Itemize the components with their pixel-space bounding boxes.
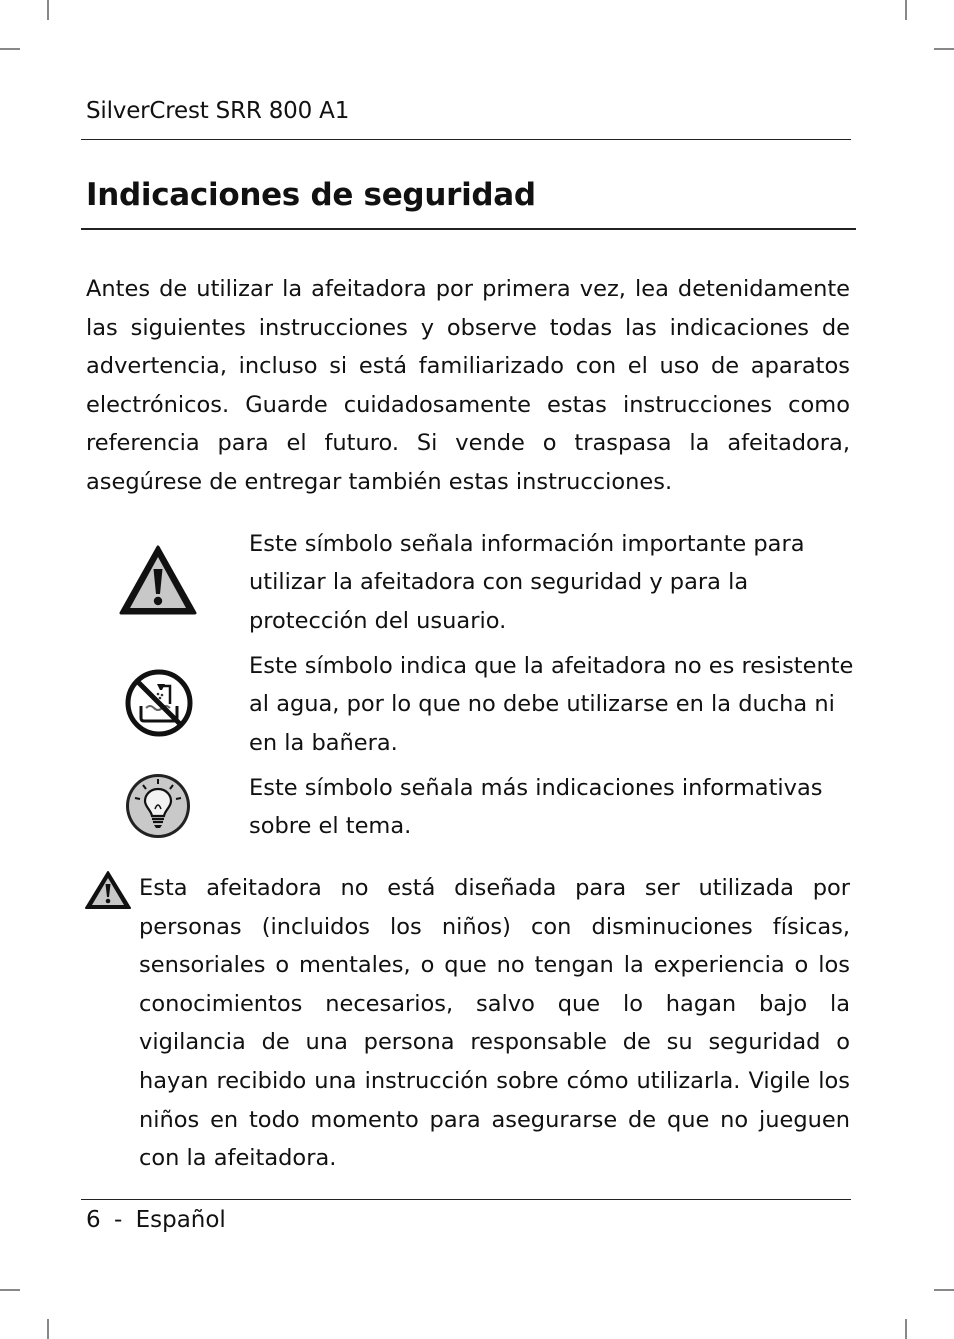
footer-rule	[81, 1199, 851, 1200]
warning-triangle-icon	[84, 870, 132, 910]
warning-triangle-icon	[118, 544, 198, 616]
warning-paragraph: Esta afeitadora no está diseñada para ser utilizada por personas (incluidos los niños) con disminuciones físicas, sensoriales o mentales, o que no tengan la experiencia o los conocimientos necesarios, salvo que lo hagan bajo la vigilancia de una persona responsable de su seguridad o hayan recibido una instrucción sobre cómo utilizarla. Vigile los niños en todo momento para asegurarse de que no jueguen con la afeitadora.	[139, 875, 850, 1172]
symbol-text-info: Este símbolo señala más indicaciones informativas sobre el tema.	[249, 775, 823, 840]
title-rule	[81, 228, 856, 230]
lightbulb-icon	[123, 771, 193, 841]
no-shower-bath-icon	[124, 668, 194, 738]
page-header: SilverCrest SRR 800 A1	[86, 98, 350, 124]
symbol-text-warning: Este símbolo señala información importante para utilizar la afeitadora con seguridad y para la protección del usuario.	[249, 531, 805, 634]
crop-mark	[47, 0, 49, 20]
crop-mark	[0, 48, 20, 50]
page-number: 6	[86, 1207, 101, 1233]
symbol-text-water: Este símbolo indica que la afeitadora no es resistente al agua, por lo que no debe utilizarse en la ducha ni en la bañera.	[249, 653, 854, 756]
crop-mark	[47, 1319, 49, 1339]
crop-mark	[0, 1289, 20, 1291]
header-rule	[81, 139, 851, 140]
crop-mark	[934, 1289, 954, 1291]
crop-mark	[905, 0, 907, 20]
footer-separator: -	[113, 1207, 123, 1233]
section-title: Indicaciones de seguridad	[86, 177, 536, 213]
crop-mark	[934, 48, 954, 50]
footer-language: Español	[135, 1207, 226, 1233]
intro-paragraph: Antes de utilizar la afeitadora por primera vez, lea detenidamente las siguientes instrucciones y observe todas las indicaciones de advertencia, incluso si está familiarizado con el uso de aparatos electrónicos. Guarde cuidadosamente estas instrucciones como referencia para el futuro. Si vende o traspasa la afeitadora, asegúrese de entregar también estas instrucciones.	[86, 276, 850, 495]
page-footer	[86, 1207, 226, 1233]
crop-mark	[905, 1319, 907, 1339]
